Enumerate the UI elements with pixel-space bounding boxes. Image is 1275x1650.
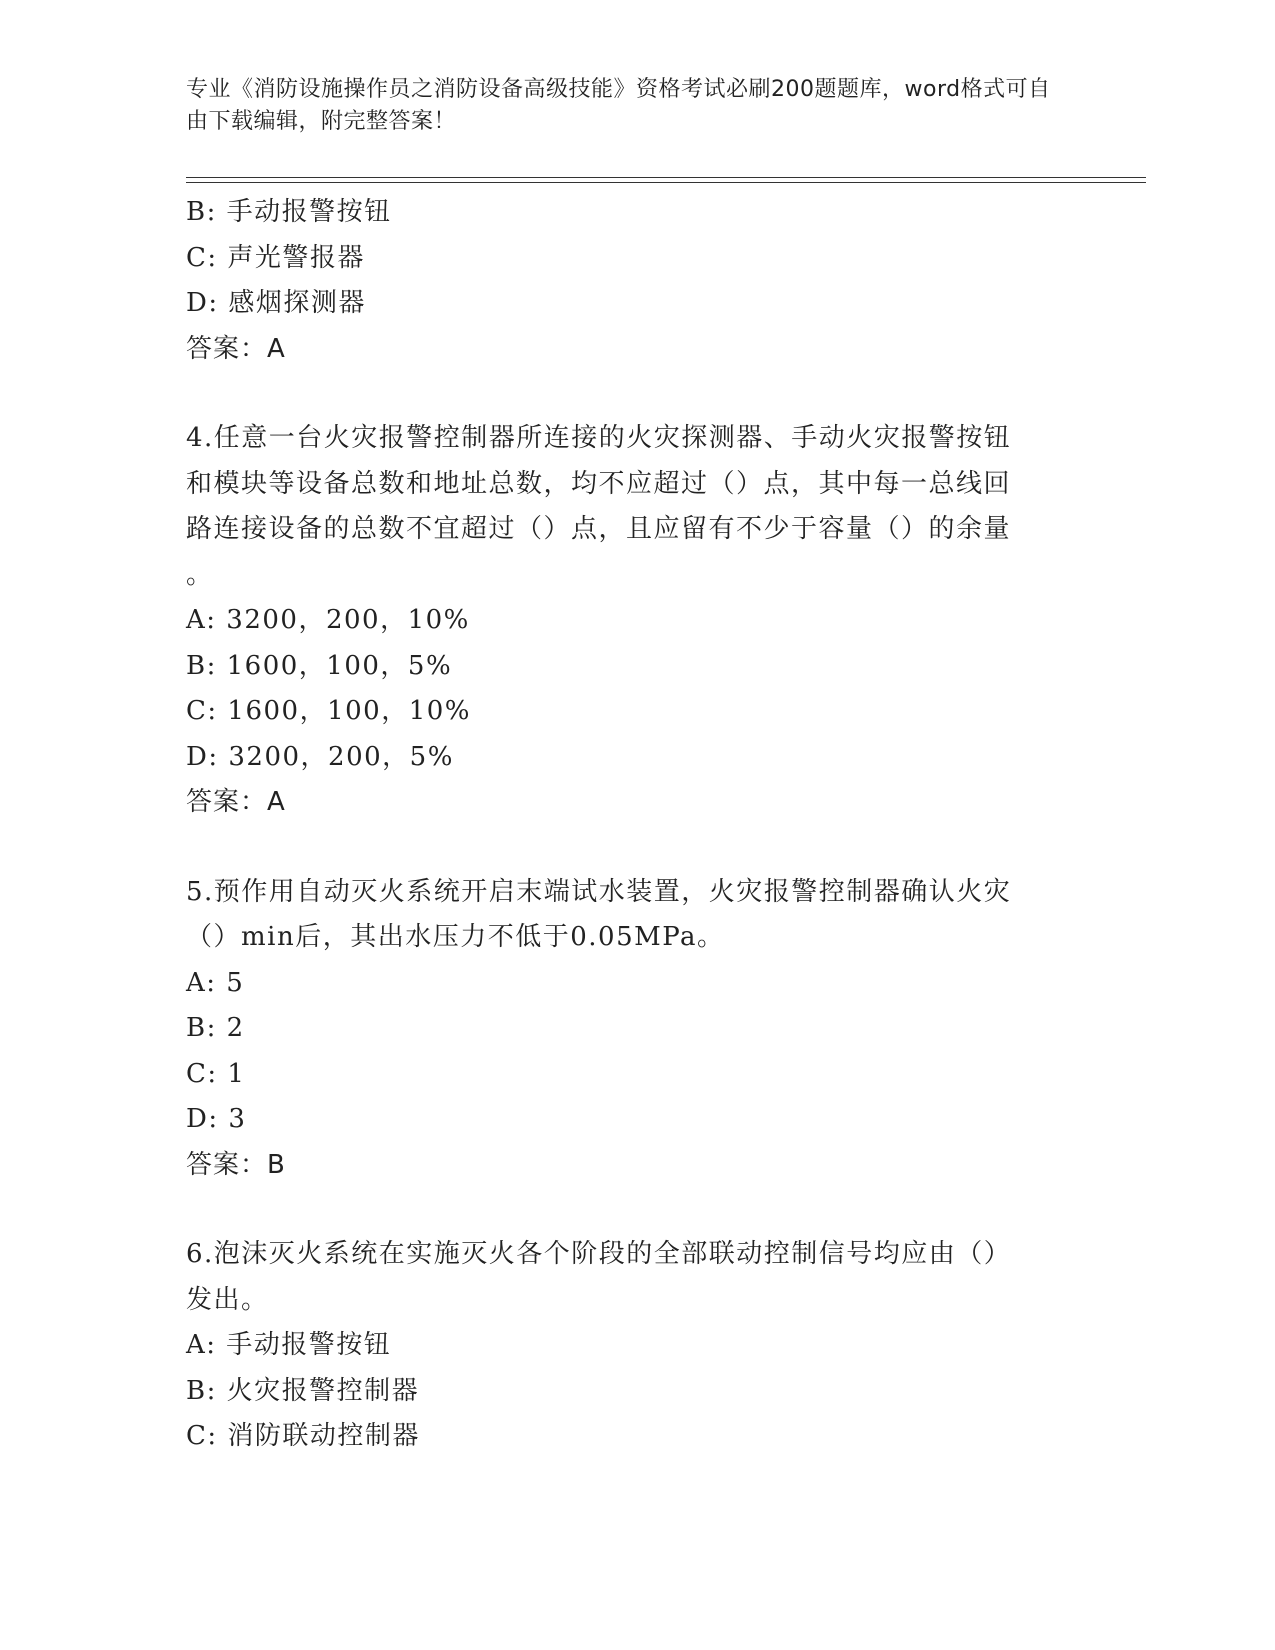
question-5-text-line-2: （）min后，其出水压力不低于0.05MPa。 <box>186 922 725 952</box>
question-6-block <box>186 1232 1066 1460</box>
question-3-option-b: B: 手动报警按钮 <box>186 197 392 227</box>
question-spacer <box>186 826 1066 870</box>
question-4-option-b: B: 1600，100，5% <box>186 650 453 681</box>
header-divider-top <box>186 177 1146 178</box>
question-6-option-a: A: 手动报警按钮 <box>186 1330 392 1360</box>
question-spacer <box>186 372 1066 416</box>
question-3-answer: 答案：A <box>186 333 286 364</box>
question-4-option-d: D: 3200，200，5% <box>186 741 454 772</box>
document-header: 专业《消防设施操作员之消防设备高级技能》资格考试必刷200题题库，word格式可自由下载编辑，附完整答案！ <box>186 77 1051 134</box>
header-divider-bottom <box>186 182 1146 183</box>
question-4-option-a: A: 3200，200，10% <box>186 605 470 635</box>
question-5-block <box>186 870 1066 1189</box>
question-3-option-d: D: 感烟探测器 <box>186 288 366 318</box>
question-4-text-line-4: 。 <box>186 559 214 590</box>
question-4-text-line-3: 路连接设备的总数不宜超过（）点，且应留有不少于容量（）的余量 <box>186 514 1012 544</box>
question-5-option-c: C: 1 <box>186 1058 246 1089</box>
question-6-option-b: B: 火灾报警控制器 <box>186 1375 420 1406</box>
question-4-text-line-2: 和模块等设备总数和地址总数，均不应超过（）点，其中每一总线回 <box>186 468 1012 499</box>
question-4-option-c: C: 1600，100，10% <box>186 696 472 726</box>
question-3-option-c: C: 声光警报器 <box>186 242 365 273</box>
question-5-text-line-1: 5.预作用自动灭火系统开启末端试水装置，火灾报警控制器确认火灾 <box>186 876 1012 907</box>
question-5-answer: 答案：B <box>186 1149 286 1180</box>
question-5-option-a: A: 5 <box>186 967 245 998</box>
question-4-block <box>186 416 1066 826</box>
question-4-text-line-1: 4.任意一台火灾报警控制器所连接的火灾探测器、手动火灾报警按钮 <box>186 423 1012 453</box>
question-3-block <box>186 190 1066 372</box>
question-5-option-d: D: 3 <box>186 1104 247 1134</box>
question-6-option-c: C: 消防联动控制器 <box>186 1421 420 1451</box>
question-spacer <box>186 1188 1066 1232</box>
question-content <box>186 190 1066 1460</box>
question-6-text-line-1: 6.泡沫灭火系统在实施灭火各个阶段的全部联动控制信号均应由（） <box>186 1239 1012 1269</box>
question-6-text-line-2: 发出。 <box>186 1284 269 1315</box>
question-4-answer: 答案：A <box>186 787 286 817</box>
question-5-option-b: B: 2 <box>186 1013 245 1043</box>
